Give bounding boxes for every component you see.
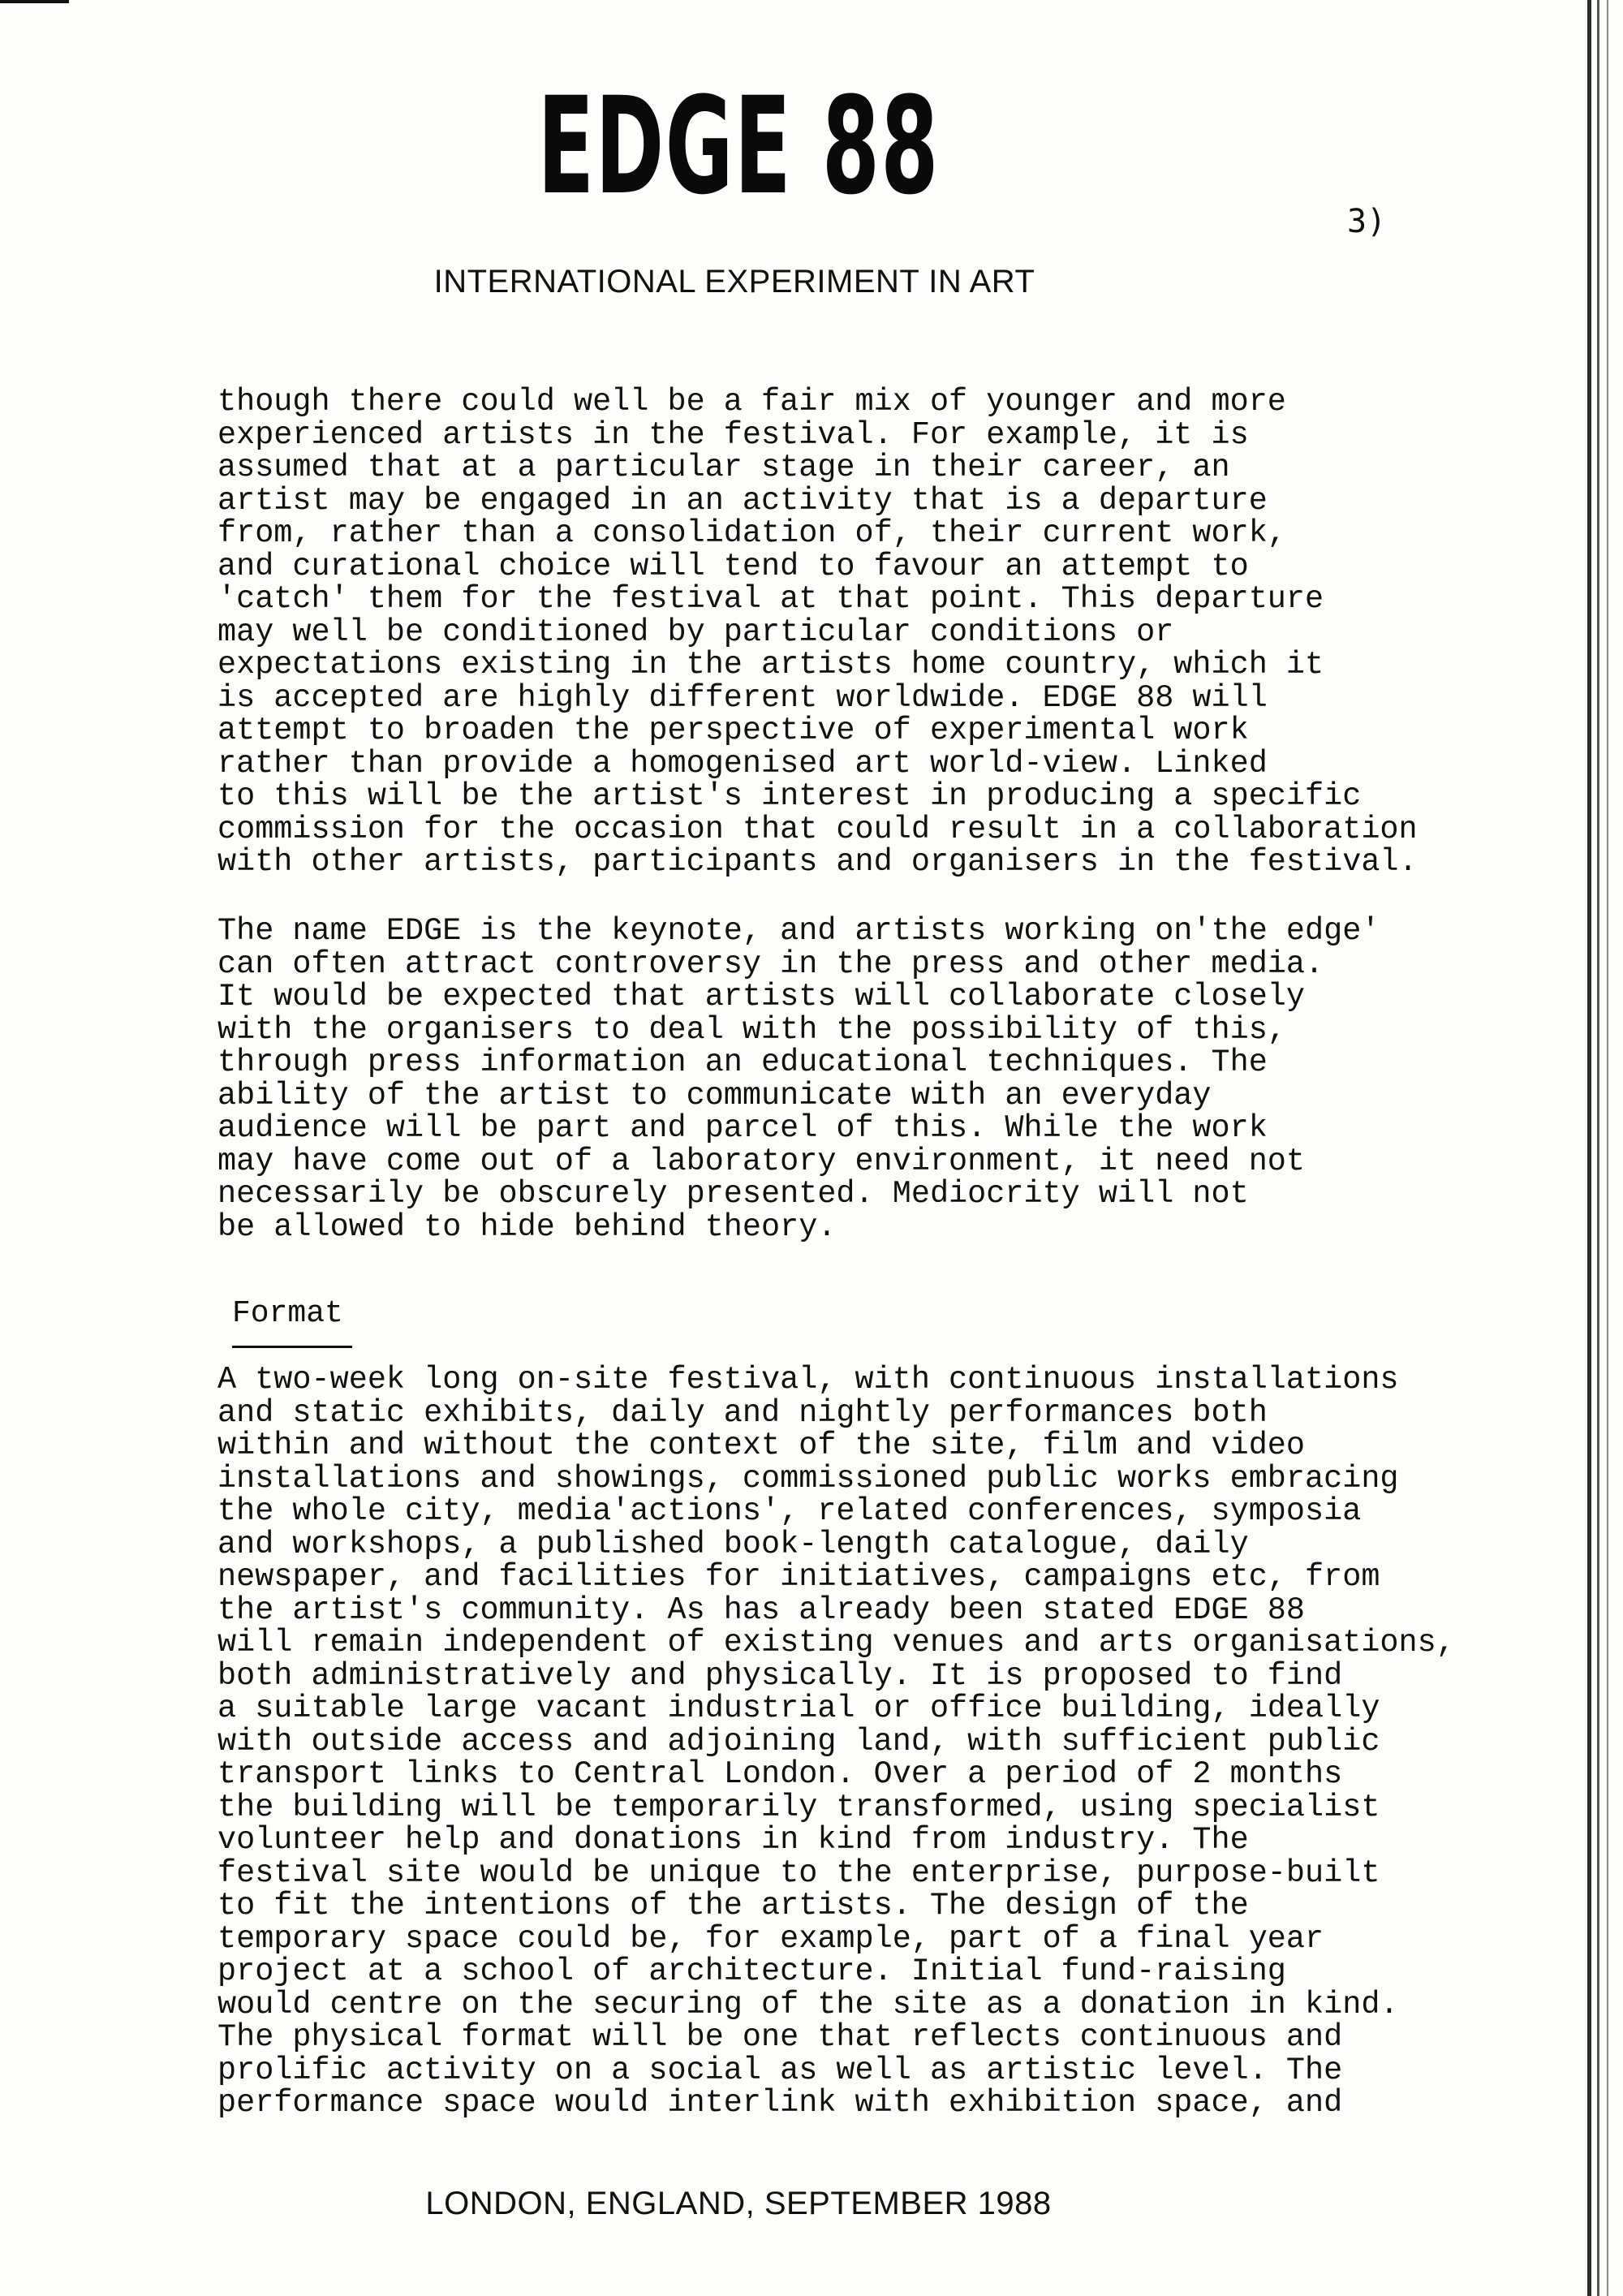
scan-edge-line <box>1587 0 1591 2296</box>
heading-underline <box>232 1346 352 1348</box>
body-paragraph-3: A two-week long on-site festival, with continuous installations and static exhibits, daily and nightly performances both within and without the context of the site, film and video installations and showings, commissioned public works embracing the whole city, media'actions', related conferences, symposia and workshops, a published book-length catalogue, daily newspaper, and facilities for initiatives, campaigns etc, from the artist's community. As has already been stated EDGE 88 will remain independent of existing venues and arts organisations, both administratively and physically. It is proposed to find a suitable large vacant industrial or office building, ideally with outside access and adjoining land, with sufficient public transport links to Central London. Over a period of 2 months the building will be temporarily transformed, using specialist volunteer help and donations in kind from industry. The festival site would be unique to the enterprise, purpose-built to fit the intentions of the artists. The design of the temporary space could be, for example, part of a final year project at a school of architecture. Initial fund-raising would centre on the securing of the site as a donation in kind. The physical format will be one that reflects continuous and prolific activity on a social as well as artistic level. The performance space would interlink with exhibition space, and <box>217 1362 1455 2121</box>
body-paragraph-1: though there could well be a fair mix of younger and more experienced artists in the festival. For example, it is assumed that at a particular stage in their career, an artist may be engaged in an activity that is a departure from, rather than a consolidation of, their current work, and curational choice will tend to favour an attempt to 'catch' them for the festival at that point. This departure may well be conditioned by particular conditions or expectations existing in the artists home country, which it is accepted are highly different worldwide. EDGE 88 will attempt to broaden the perspective of experimental work rather than provide a homogenised art world-view. Linked to this will be the artist's interest in producing a specific commission for the occasion that could result in a collaboration with other artists, participants and organisers in the festival. <box>217 384 1418 880</box>
scan-edge-line <box>1607 0 1608 2296</box>
scan-edge-line <box>1597 0 1599 2296</box>
document-title: EDGE 88 <box>537 68 940 224</box>
document-subtitle: INTERNATIONAL EXPERIMENT IN ART <box>433 264 1035 299</box>
body-paragraph-2: The name EDGE is the keynote, and artists working on'the edge' can often attract controversy in the press and other media. It would be expected that artists will collaborate closely with the organisers to deal with the possibility of this, through press information an educational techniques. The ability of the artist to communicate with an everyday audience will be part and parcel of this. While the work may have come out of a laboratory environment, it need not necessarily be obscurely presented. Mediocrity will not be allowed to hide behind theory. <box>217 913 1380 1245</box>
scan-edge-mark <box>0 0 69 3</box>
page-number: 3) <box>1347 203 1387 240</box>
document-footer: LONDON, ENGLAND, SEPTEMBER 1988 <box>425 2186 1052 2221</box>
section-heading-format: Format <box>232 1296 343 1331</box>
